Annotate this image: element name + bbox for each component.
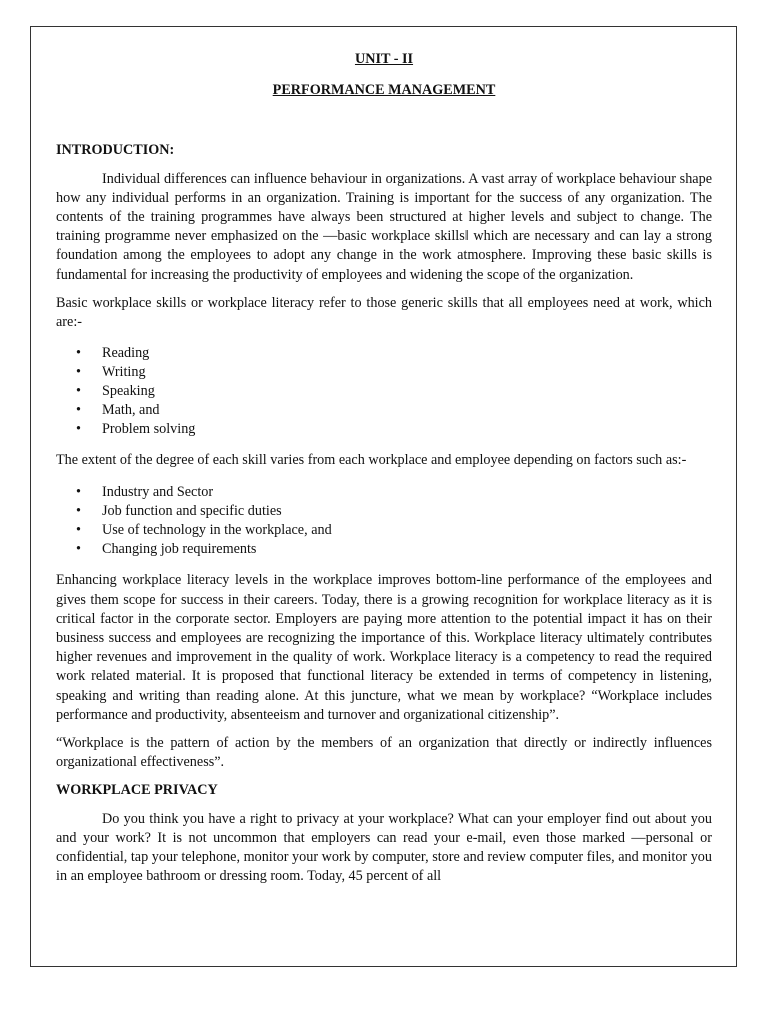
skills-list [56, 344, 712, 439]
bullet-icon: • [76, 383, 81, 400]
bullet-icon: • [76, 421, 81, 438]
list-item: • Writing [56, 363, 712, 382]
list-item: • Use of technology in the workplace, and [56, 521, 712, 540]
list-item: • Changing job requirements [56, 540, 712, 559]
list-item: • Reading [56, 344, 712, 363]
document-body [56, 50, 712, 886]
workplace-privacy-heading: WORKPLACE PRIVACY [56, 782, 218, 799]
intro-paragraph-4: Enhancing workplace literacy levels in the workplace improves bottom-line performance of the employees and gives them scope for success in their careers. Today, there is a growing recognition for workplace literacy as it is critical factor in the corporate sector. Employers are paying more attention to the potential impact it has on their business success and employees are recognizing the importance of this. Workplace literacy ultimately contributes higher revenues and improvement in the quality of work. Workplace literacy is a competency to read the required work related material. It is proposed that functional literacy be extended in terms of competency in listening, speaking and writing than reading alone. At this juncture, what we mean by workplace? “Workplace includes performance and productivity, absenteeism and turnover and organizational citizenship”. [56, 572, 712, 723]
list-item: • Problem solving [56, 420, 712, 439]
list-item: • Speaking [56, 382, 712, 401]
bullet-icon: • [76, 541, 81, 558]
list-item: • Math, and [56, 401, 712, 420]
unit-title: UNIT - II [354, 51, 414, 67]
factors-list [56, 483, 712, 559]
bullet-icon: • [76, 345, 81, 362]
bullet-icon: • [76, 503, 81, 520]
privacy-paragraph-1: Do you think you have a right to privacy at your workplace? What can your employer find out about you and your work? It is not uncommon that employers can read your e-mail, even those marked ―personal or confidential, tap your telephone, monitor your work by computer, store and review computer files, and monitor you in an employee bathroom or dressing room. Today, 45 percent of all [56, 810, 712, 885]
bullet-icon: • [76, 522, 81, 539]
bullet-icon: • [76, 364, 81, 381]
list-item: • Job function and specific duties [56, 502, 712, 521]
intro-paragraph-2: Basic workplace skills or workplace literacy refer to those generic skills that all employees need at work, which are:- [56, 294, 712, 331]
intro-paragraph-3: The extent of the degree of each skill varies from each workplace and employee depending on factors such as:- [56, 452, 687, 469]
introduction-heading: INTRODUCTION: [56, 142, 175, 159]
bullet-icon: • [76, 484, 81, 501]
list-item: • Industry and Sector [56, 483, 712, 502]
bullet-icon: • [76, 402, 81, 419]
chapter-title: PERFORMANCE MANAGEMENT [272, 82, 496, 99]
intro-paragraph-1: Individual differences can influence behaviour in organizations. A vast array of workplace behaviour shape how any individual performs in an organization. Training is important for the success of any organization. The contents of the training programmes have always been structured at higher levels and subject to change. The training programme never emphasized on the ―basic workplace skills‖ which are necessary and can lay a strong foundation among the employees to adopt any change in the work atmosphere. Improving these basic skills is fundamental for increasing the productivity of employees and widening the scope of the organization. [56, 170, 712, 283]
intro-paragraph-5: “Workplace is the pattern of action by the members of an organization that directly or indirectly influences organizational effectiveness”. [56, 735, 712, 771]
